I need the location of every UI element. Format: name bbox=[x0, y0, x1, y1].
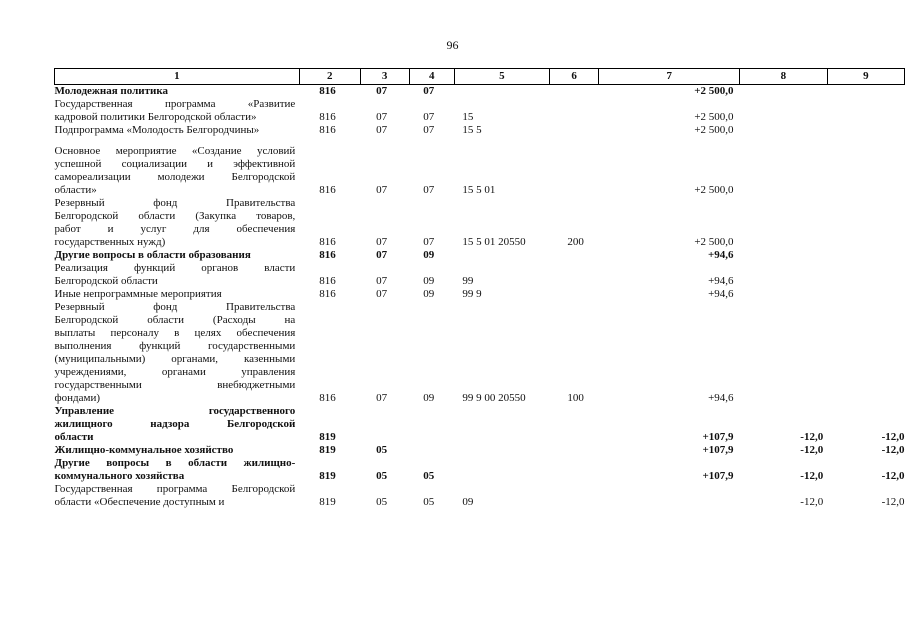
column-header: 4 bbox=[409, 69, 454, 85]
amount-change-current: +94,6 bbox=[708, 249, 734, 261]
table-row bbox=[55, 457, 905, 483]
row-name-line: жилищного надзора Белгородской bbox=[54, 418, 296, 430]
amount-change-current: +2 500,0 bbox=[694, 124, 734, 136]
ministry-code: 816 bbox=[319, 288, 336, 300]
amount-change-year3 bbox=[827, 288, 904, 301]
amount-change-current: +107,9 bbox=[702, 470, 734, 482]
row-name bbox=[55, 124, 300, 137]
amount-change-year2 bbox=[740, 98, 828, 124]
section-code: 07 bbox=[376, 288, 388, 300]
section-code: 05 bbox=[376, 470, 388, 482]
section-code: 07 bbox=[376, 111, 388, 123]
amount-change-year3 bbox=[827, 145, 904, 197]
amount-change-current: +2 500,0 bbox=[694, 85, 734, 97]
table-row bbox=[55, 444, 905, 457]
column-header: 7 bbox=[599, 69, 740, 85]
amount-change-current: +107,9 bbox=[702, 444, 734, 456]
ministry-code: 816 bbox=[319, 111, 336, 123]
row-name-line: Молодежная политика bbox=[54, 85, 169, 97]
column-header: 3 bbox=[360, 69, 409, 85]
row-name-line: Иные непрограммные мероприятия bbox=[54, 288, 222, 300]
amount-change-year3 bbox=[827, 197, 904, 249]
table-row bbox=[55, 301, 905, 405]
row-name bbox=[55, 405, 300, 444]
row-name-line: Реализация функций органов власти bbox=[54, 262, 296, 274]
amount-change-year3: -12,0 bbox=[881, 496, 905, 508]
column-header: 9 bbox=[827, 69, 904, 85]
row-name bbox=[55, 145, 300, 197]
row-name-line: государственных нужд) bbox=[54, 236, 166, 248]
row-name-line: Государственная программа «Развитие bbox=[54, 98, 296, 110]
amount-change-current bbox=[599, 483, 740, 509]
subsection-code: 07 bbox=[423, 85, 435, 97]
expense-type-code bbox=[549, 444, 599, 457]
amount-change-year2: -12,0 bbox=[800, 470, 824, 482]
amount-change-year2 bbox=[740, 145, 828, 197]
row-name-line: Государственная программа Белгородской bbox=[54, 483, 296, 495]
table-row bbox=[55, 85, 905, 99]
page-number: 96 bbox=[446, 38, 459, 52]
table-row bbox=[55, 197, 905, 249]
expense-type-code bbox=[549, 288, 599, 301]
section-code: 07 bbox=[376, 249, 388, 261]
amount-change-year2: -12,0 bbox=[800, 496, 824, 508]
row-name bbox=[55, 98, 300, 124]
expense-type-code bbox=[549, 249, 599, 262]
amount-change-current: +2 500,0 bbox=[694, 184, 734, 196]
row-spacer bbox=[55, 137, 905, 145]
amount-change-year3: -12,0 bbox=[881, 470, 905, 482]
table-row bbox=[55, 98, 905, 124]
expense-type-code bbox=[549, 405, 599, 444]
table-header-row bbox=[55, 69, 905, 85]
row-name-line: коммунального хозяйства bbox=[54, 470, 185, 482]
table-row bbox=[55, 262, 905, 288]
ministry-code: 816 bbox=[319, 124, 336, 136]
subsection-code: 09 bbox=[423, 249, 435, 261]
subsection-code: 07 bbox=[423, 184, 435, 196]
amount-change-current: +94,6 bbox=[708, 288, 734, 300]
ministry-code: 819 bbox=[319, 431, 336, 443]
row-name bbox=[55, 483, 300, 509]
expense-type-code: 100 bbox=[567, 392, 584, 404]
amount-change-year2 bbox=[740, 85, 828, 99]
target-article-code bbox=[454, 249, 549, 262]
ministry-code: 816 bbox=[319, 184, 336, 196]
table-row bbox=[55, 483, 905, 509]
row-name-line: Управление государственного bbox=[54, 405, 296, 417]
ministry-code: 816 bbox=[319, 275, 336, 287]
ministry-code: 816 bbox=[319, 249, 336, 261]
table-row bbox=[55, 249, 905, 262]
row-name-line: Основное мероприятие «Создание условий bbox=[54, 145, 296, 157]
amount-change-year2 bbox=[740, 301, 828, 405]
row-name bbox=[55, 262, 300, 288]
target-article-code: 99 9 00 20550 bbox=[462, 392, 526, 404]
amount-change-year3: -12,0 bbox=[881, 431, 905, 443]
subsection-code bbox=[409, 444, 454, 457]
target-article-code: 09 bbox=[462, 496, 474, 508]
target-article-code: 99 9 bbox=[462, 288, 482, 300]
ministry-code: 819 bbox=[319, 470, 336, 482]
row-name-line: фондами) bbox=[54, 392, 101, 404]
expense-type-code bbox=[549, 457, 599, 483]
budget-table bbox=[54, 68, 905, 509]
row-name-line: выплаты персоналу в целях обеспечения bbox=[54, 327, 296, 339]
row-name bbox=[55, 249, 300, 262]
amount-change-year3 bbox=[827, 124, 904, 137]
row-name-line: области» bbox=[54, 184, 97, 196]
row-name-line: Белгородской области (Расходы на bbox=[54, 314, 296, 326]
expense-type-code bbox=[549, 262, 599, 288]
subsection-code: 09 bbox=[423, 392, 435, 404]
section-code: 07 bbox=[376, 275, 388, 287]
section-code: 05 bbox=[376, 444, 388, 456]
column-header: 5 bbox=[454, 69, 549, 85]
row-name-line: кадровой политики Белгородской области» bbox=[54, 111, 257, 123]
row-name-line: работ и услуг для обеспечения bbox=[54, 223, 296, 235]
row-name bbox=[55, 457, 300, 483]
amount-change-year2 bbox=[740, 288, 828, 301]
amount-change-year2 bbox=[740, 262, 828, 288]
row-name-line: области bbox=[54, 431, 94, 443]
row-name-line: выполнения функций государственными bbox=[54, 340, 296, 352]
row-name-line: самореализации молодежи Белгородской bbox=[54, 171, 296, 183]
expense-type-code bbox=[549, 85, 599, 99]
amount-change-year2 bbox=[740, 249, 828, 262]
row-name-line: Белгородской области (Закупка товаров, bbox=[54, 210, 296, 222]
target-article-code bbox=[454, 85, 549, 99]
amount-change-year3: -12,0 bbox=[881, 444, 905, 456]
table-row bbox=[55, 124, 905, 137]
row-name-line: Резервный фонд Правительства bbox=[54, 301, 296, 313]
table-row bbox=[55, 405, 905, 444]
amount-change-year3 bbox=[827, 262, 904, 288]
target-article-code: 15 5 01 bbox=[462, 184, 496, 196]
section-code: 07 bbox=[376, 392, 388, 404]
row-name-line: учреждениями, органами управления bbox=[54, 366, 296, 378]
section-code: 07 bbox=[376, 124, 388, 136]
section-code: 07 bbox=[376, 85, 388, 97]
row-name-line: Резервный фонд Правительства bbox=[54, 197, 296, 209]
section-code: 05 bbox=[376, 496, 388, 508]
ministry-code: 816 bbox=[319, 236, 336, 248]
column-header: 1 bbox=[55, 69, 300, 85]
amount-change-current: +2 500,0 bbox=[694, 236, 734, 248]
target-article-code bbox=[454, 444, 549, 457]
row-name bbox=[55, 288, 300, 301]
ministry-code: 819 bbox=[319, 496, 336, 508]
ministry-code: 816 bbox=[319, 85, 336, 97]
subsection-code: 07 bbox=[423, 236, 435, 248]
subsection-code: 09 bbox=[423, 288, 435, 300]
amount-change-year3 bbox=[827, 98, 904, 124]
row-name-line: Жилищно-коммунальное хозяйство bbox=[54, 444, 234, 456]
ministry-code: 819 bbox=[319, 444, 336, 456]
subsection-code: 07 bbox=[423, 111, 435, 123]
row-name bbox=[55, 85, 300, 99]
amount-change-year2: -12,0 bbox=[800, 431, 824, 443]
section-code bbox=[360, 405, 409, 444]
amount-change-year3 bbox=[827, 249, 904, 262]
row-name-line: области «Обеспечение доступным и bbox=[54, 496, 225, 508]
row-name-line: (муниципальными) органами, казенными bbox=[54, 353, 296, 365]
expense-type-code bbox=[549, 145, 599, 197]
section-code: 07 bbox=[376, 236, 388, 248]
column-header: 8 bbox=[740, 69, 828, 85]
row-name bbox=[55, 197, 300, 249]
table-row bbox=[55, 145, 905, 197]
row-name-line: Другие вопросы в области жилищно- bbox=[54, 457, 296, 469]
subsection-code: 05 bbox=[423, 470, 435, 482]
amount-change-current: +94,6 bbox=[708, 392, 734, 404]
row-name-line: успешной социализации и эффективной bbox=[54, 158, 296, 170]
column-header: 6 bbox=[549, 69, 599, 85]
amount-change-current: +107,9 bbox=[702, 431, 734, 443]
target-article-code: 15 bbox=[462, 111, 474, 123]
amount-change-current: +94,6 bbox=[708, 275, 734, 287]
expense-type-code bbox=[549, 98, 599, 124]
column-header: 2 bbox=[299, 69, 360, 85]
subsection-code: 07 bbox=[423, 124, 435, 136]
expense-type-code bbox=[549, 483, 599, 509]
table-row bbox=[55, 288, 905, 301]
row-name bbox=[55, 301, 300, 405]
subsection-code bbox=[409, 405, 454, 444]
subsection-code: 09 bbox=[423, 275, 435, 287]
amount-change-year2 bbox=[740, 124, 828, 137]
row-name-line: Подпрограмма «Молодость Белгородчины» bbox=[54, 124, 260, 136]
expense-type-code: 200 bbox=[567, 236, 584, 248]
target-article-code bbox=[454, 405, 549, 444]
target-article-code: 15 5 01 20550 bbox=[462, 236, 526, 248]
amount-change-year3 bbox=[827, 301, 904, 405]
row-name-line: Белгородской области bbox=[54, 275, 158, 287]
target-article-code bbox=[454, 457, 549, 483]
subsection-code: 05 bbox=[423, 496, 435, 508]
amount-change-year3 bbox=[827, 85, 904, 99]
ministry-code: 816 bbox=[319, 392, 336, 404]
row-name bbox=[55, 444, 300, 457]
target-article-code: 99 bbox=[462, 275, 474, 287]
amount-change-year2: -12,0 bbox=[800, 444, 824, 456]
row-name-line: Другие вопросы в области образования bbox=[54, 249, 251, 261]
amount-change-current: +2 500,0 bbox=[694, 111, 734, 123]
row-name-line: государственными внебюджетными bbox=[54, 379, 296, 391]
amount-change-year2 bbox=[740, 197, 828, 249]
target-article-code: 15 5 bbox=[462, 124, 482, 136]
expense-type-code bbox=[549, 124, 599, 137]
section-code: 07 bbox=[376, 184, 388, 196]
